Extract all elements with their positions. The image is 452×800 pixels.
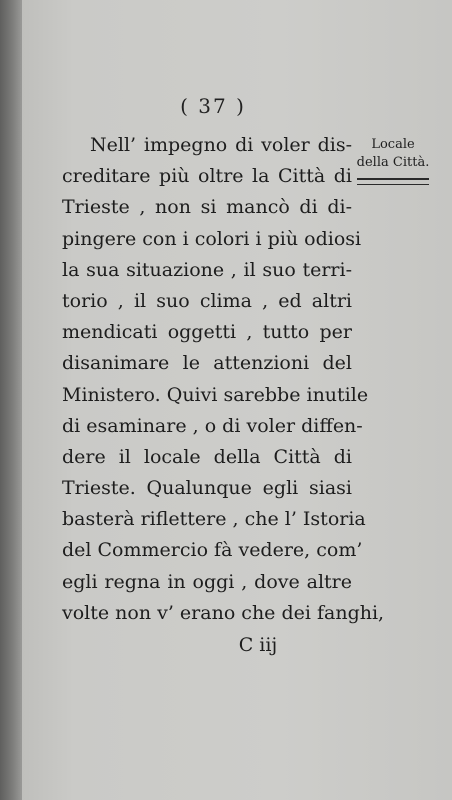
body-text [62, 130, 385, 629]
text-line: Ministero. Quivi sarebbe inutile [62, 383, 369, 406]
text-line: Trieste. Qualunque egli siasi [62, 477, 352, 500]
text-line: Nell’ impegno di voler dis- [90, 134, 352, 156]
text-line: la sua situazione , il suo terri- [62, 258, 352, 281]
marginal-note [356, 136, 430, 185]
text-line: creditare più oltre la Città di [62, 165, 352, 188]
book-gutter [0, 0, 22, 800]
marginal-note-rule [357, 178, 429, 185]
text-line: dere il locale della Città di [62, 445, 352, 468]
text-line: del Commercio fà vedere, com’ [62, 539, 363, 562]
text-line: basterà riflettere , che l’ Istoria [62, 508, 366, 531]
text-line: Trieste , non si mancò di di- [62, 196, 352, 219]
text-line: disanimare le attenzioni del [62, 352, 352, 375]
text-line: egli regna in oggi , dove altre [62, 570, 352, 593]
signature-mark: C iij [238, 634, 278, 656]
text-line: volte non v’ erano che dei fanghi, [62, 601, 385, 624]
marginal-note-line: Locale [371, 137, 415, 152]
text-line: mendicati oggetti , tutto per [62, 321, 352, 344]
page-number: ( 37 ) [180, 94, 246, 118]
text-line: di esaminare , o di voler diffen- [62, 414, 363, 437]
marginal-note-line: della Città. [356, 155, 430, 170]
text-line: pingere con i colori i più odiosi [62, 227, 362, 250]
text-line: torio , il suo clima , ed altri [62, 289, 352, 312]
